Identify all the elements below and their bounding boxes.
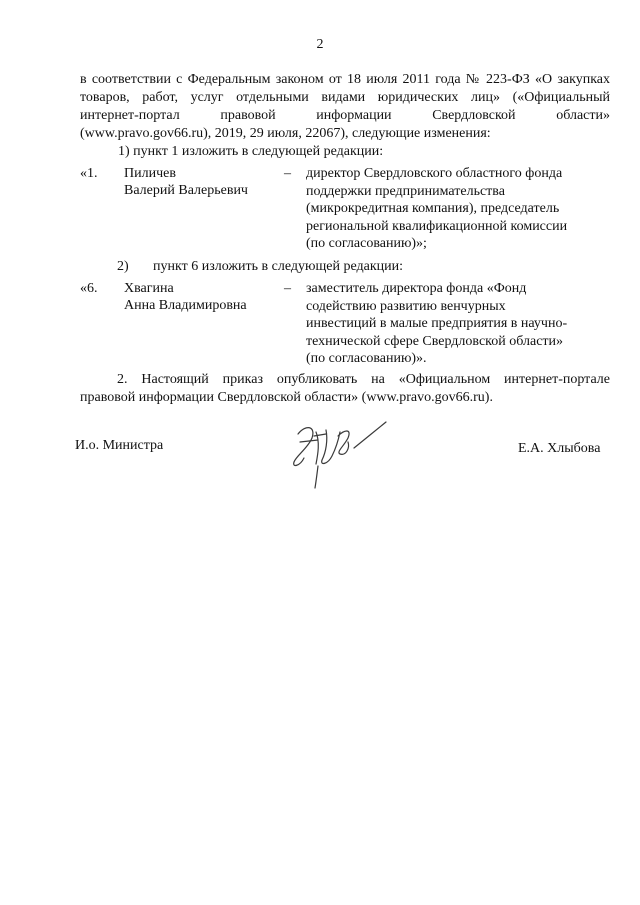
entry-1-surname: Пиличев (124, 166, 176, 181)
entry-1-role-line: (микрокредитная компания), председатель (306, 201, 560, 217)
handwritten-signature (286, 412, 390, 492)
intro-line-2: товаров, работ, услуг отдельными видами юридических лиц» («Официальный (80, 90, 610, 105)
item-2-number: 2) (117, 259, 129, 274)
entry-6-role-line: заместитель директора фонда «Фонд (306, 281, 527, 296)
entry-1-role-line: директор Свердловского областного фонда (306, 166, 563, 181)
entry-1-dash: – (284, 166, 291, 181)
item-2-intro: пункт 6 изложить в следующей редакции: (153, 259, 403, 274)
entry-6-role-line: технической сфере Свердловской области» (306, 333, 564, 349)
publication-line-2: правовой информации Свердловской области» (www.pravo.gov66.ru). (80, 390, 493, 405)
entry-1-role-line: поддержки предпринимательства (306, 183, 505, 199)
entry-6-role-line: (по согласованию)». (306, 351, 427, 367)
entry-6-role-line: содействию развитию венчурных (306, 298, 506, 314)
entry-1-number: «1. (80, 166, 98, 181)
publication-line-1: 2. Настоящий приказ опубликовать на «Официальном интернет-портале (117, 372, 610, 387)
entry-1-role (306, 165, 596, 253)
intro-line-4: (www.pravo.gov66.ru), 2019, 29 июля, 22067), следующие изменения: (80, 126, 491, 141)
intro-line-1: в соответствии с Федеральным законом от 18 июля 2011 года № 223-ФЗ «О закупках (80, 72, 610, 87)
item-1-intro: 1) пункт 1 изложить в следующей редакции: (118, 144, 384, 159)
signatory-title: И.о. Министра (75, 438, 164, 453)
entry-6-number: «6. (80, 281, 98, 296)
entry-1-given-names: Валерий Валерьевич (124, 183, 248, 198)
entry-1-role-line: региональной квалификационной комиссии (306, 218, 568, 234)
entry-6-dash: – (284, 281, 291, 296)
entry-6-surname: Хвагина (124, 281, 174, 296)
entry-6-given-names: Анна Владимировна (124, 298, 247, 313)
intro-line-3: интернет-портал правовой информации Свердловской области» (80, 108, 610, 123)
signatory-name: Е.А. Хлыбова (518, 441, 601, 456)
entry-1-role-line: (по согласованию)»; (306, 236, 427, 252)
entry-6-role (306, 280, 606, 368)
entry-6-role-line: инвестиций в малые предприятия в научно- (306, 316, 568, 332)
entry-6-name (124, 280, 284, 314)
entry-1-name (124, 165, 284, 199)
page-number: 2 (316, 37, 324, 52)
